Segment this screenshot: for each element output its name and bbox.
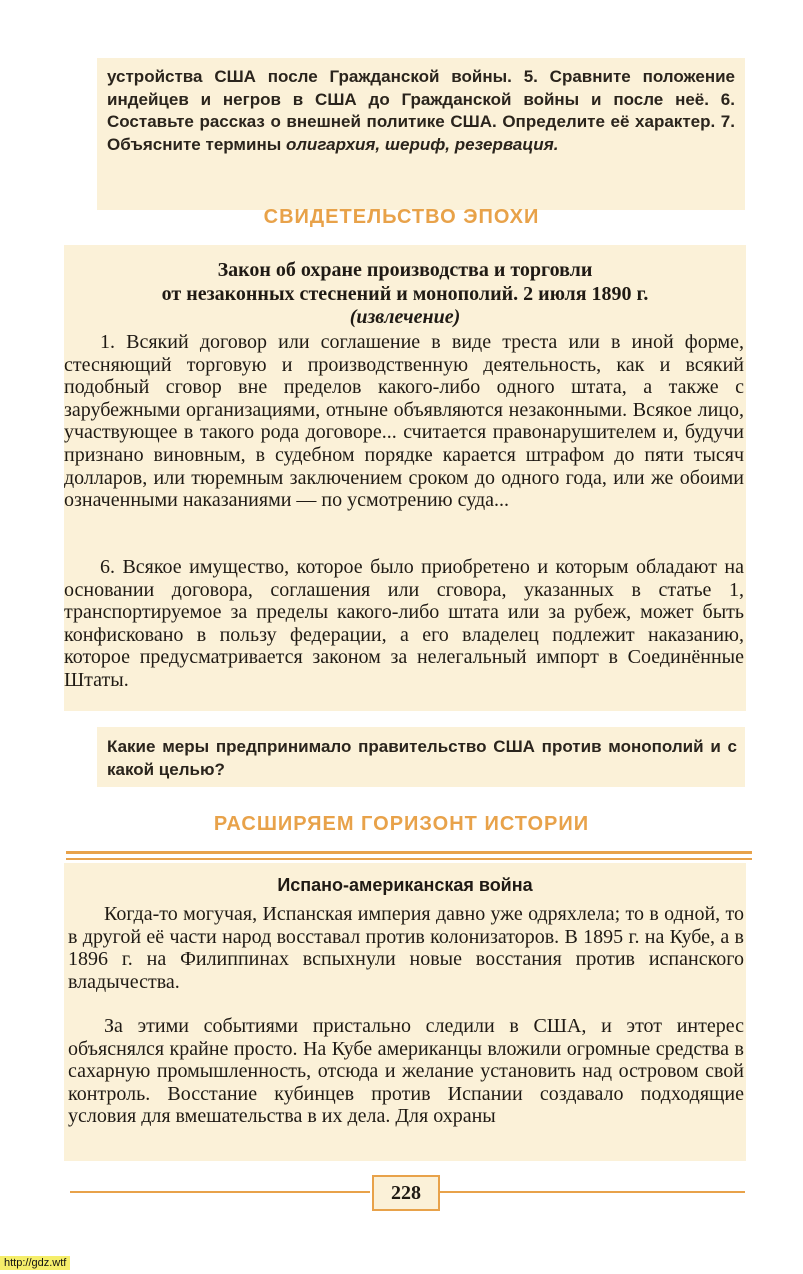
spanish-american-war-box bbox=[64, 863, 746, 1161]
watermark-link[interactable]: http://gdz.wtf bbox=[0, 1256, 70, 1270]
footer-rule-left bbox=[70, 1191, 370, 1193]
document-title bbox=[64, 258, 746, 306]
page-number: 228 bbox=[372, 1175, 440, 1211]
document-title-line1: Закон об охране производства и торговли bbox=[217, 259, 593, 281]
review-questions-text bbox=[107, 66, 735, 156]
document-paragraph-6: 6. Всякое имущество, которое было приобретено и которым обладают на основании договора, соглашения или сговора, указанных в статье 1, транспортируемое за пределы какого-либо штата или за рубеж, может быть конфисковано в пользу федерации, а его владелец подлежит наказанию, которое предусматривается законом за нелегальный импорт в Соединённые Штаты. bbox=[64, 556, 744, 691]
document-paragraph-1: 1. Всякий договор или соглашение в виде треста или в иной форме, стесняющий торговую и производственную деятельность, как и всякий подобный сговор вне пределов какого-либо одного штата, а также с зарубежными организациями, отныне объявляются незаконными. Всякое лицо, участвующее в такого рода договоре... считается правонарушителем и, будучи признано виновным, в судебном порядке карается штрафом до пяти тысяч долларов, или тюремным заключением сроком до одного года, или же обоими означенными наказаниями — по усмотрению суда... bbox=[64, 331, 744, 512]
questions-terms: олигархия, шериф, резервация. bbox=[285, 134, 559, 154]
war-title: Испано-американская война bbox=[277, 875, 533, 895]
horizon-heading: РАСШИРЯЕМ ГОРИЗОНТ ИСТОРИИ bbox=[213, 813, 590, 835]
document-subtitle: (извлечение) bbox=[349, 306, 461, 328]
document-title-line2: от незаконных стеснений и монополий. 2 июля 1890 г. bbox=[161, 283, 649, 305]
section-divider bbox=[66, 851, 752, 854]
section-divider-thin bbox=[66, 858, 752, 860]
review-questions-box bbox=[97, 58, 745, 210]
document-question: Какие меры предпринимало правительство США против монополий и с какой целью? bbox=[107, 737, 737, 779]
war-paragraph-1: Когда-то могучая, Испанская империя давно уже одряхлела; то в одной, то в другой её части народ восставал против колонизаторов. В 1895 г. на Кубе, а в 1896 г. на Филиппинах вспыхнули новые восстания против испанского владычества. bbox=[68, 903, 744, 993]
document-question-box bbox=[97, 727, 745, 787]
war-paragraph-2: За этими событиями пристально следили в США, и этот интерес объяснялся крайне просто. На Кубе американцы вложили огромные средства в сахарную промышленность, отсюда и желание установить над островом свой контроль. Восстание кубинцев против Испании создавало подходящие условия для вмешательства в их дела. Для охраны bbox=[68, 1015, 744, 1128]
historical-document-box bbox=[64, 245, 746, 711]
footer-rule-right bbox=[440, 1191, 745, 1193]
questions-text: устройства США после Гражданской войны. 5. Сравните положение индейцев и негров в США до Гражданской войны и после неё. 6. Составьте рассказ о внешней политике США. Определите её характер. 7. Объясните термины bbox=[107, 67, 735, 154]
epoch-heading: СВИДЕТЕЛЬСТВО ЭПОХИ bbox=[263, 206, 540, 228]
